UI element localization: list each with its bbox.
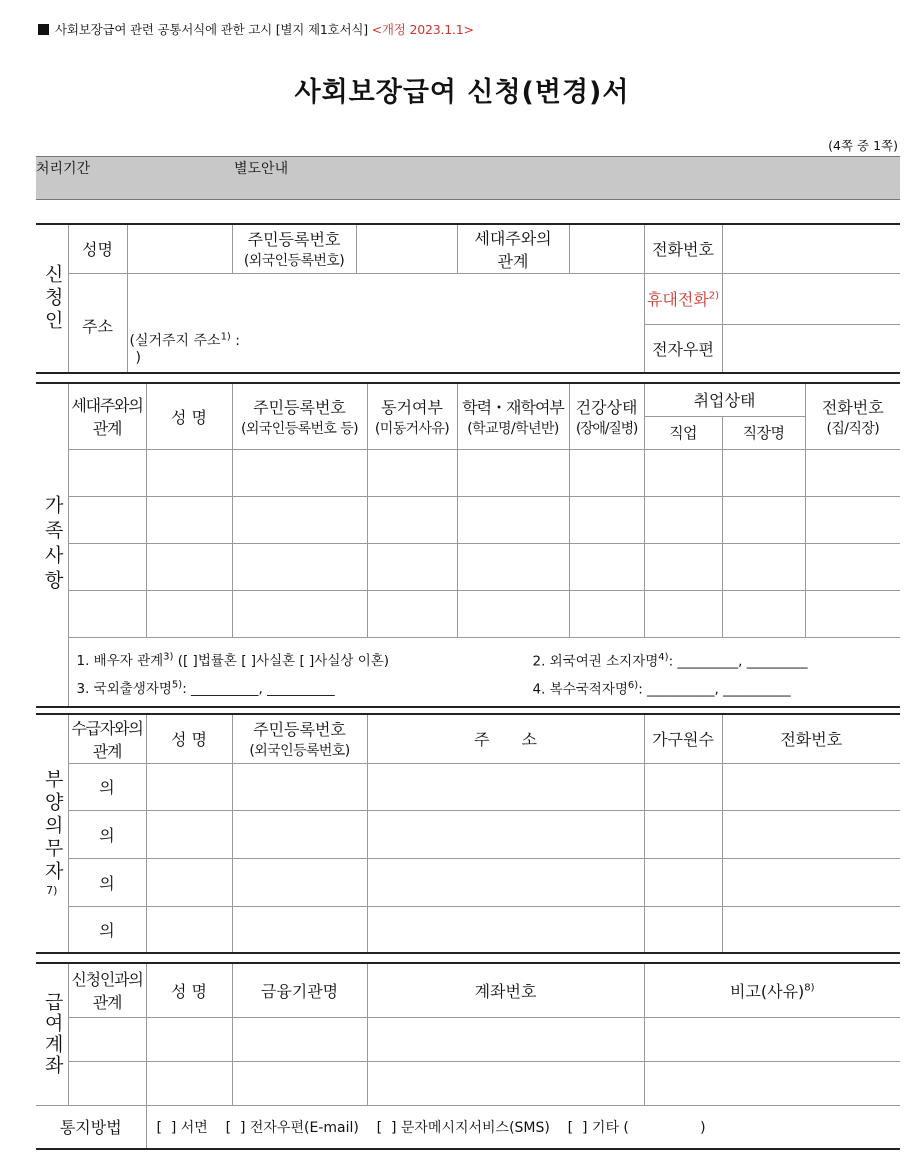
support-cell[interactable] xyxy=(232,763,367,810)
applicant-relation-field[interactable] xyxy=(569,224,644,273)
family-section-label: 가족사항 xyxy=(36,383,68,707)
applicant-address-field[interactable] xyxy=(127,273,644,373)
support-footnote: 7) xyxy=(46,884,58,898)
family-row xyxy=(36,543,900,590)
family-rrn-text: 주민등록번호 xyxy=(253,397,346,417)
family-cell[interactable] xyxy=(805,496,900,543)
processing-period-bar xyxy=(36,156,900,200)
family-cell[interactable] xyxy=(232,449,367,496)
applicant-table xyxy=(36,223,900,374)
support-cell[interactable] xyxy=(146,763,232,810)
family-cell[interactable] xyxy=(68,590,146,637)
support-cell[interactable] xyxy=(232,858,367,906)
support-name-header: 성 명 xyxy=(146,714,232,763)
support-section-label xyxy=(36,714,68,953)
family-cell[interactable] xyxy=(805,543,900,590)
phone-label: 전화번호 xyxy=(644,224,722,273)
relation-suffix[interactable]: 의 xyxy=(68,763,146,810)
support-cell[interactable] xyxy=(644,810,722,858)
family-cell[interactable] xyxy=(367,543,457,590)
support-cell[interactable] xyxy=(644,906,722,953)
remark-text: 비고(사유) xyxy=(729,981,805,1001)
family-row xyxy=(36,449,900,496)
remark-footnote: 8) xyxy=(804,982,815,994)
family-cell[interactable] xyxy=(569,590,644,637)
relation-suffix[interactable]: 의 xyxy=(68,906,146,953)
spouse-note xyxy=(77,653,390,669)
support-obligor-table xyxy=(36,713,900,954)
overseas-note xyxy=(77,681,335,697)
notes-line-2 xyxy=(77,672,901,700)
support-row xyxy=(36,858,900,906)
actual-address-label: (실거주지 주소 xyxy=(129,333,221,349)
name-label: 성명 xyxy=(68,224,127,273)
spouse-footnote: 3) xyxy=(163,651,174,663)
family-cell[interactable] xyxy=(569,449,644,496)
account-section-label: 급여계좌 xyxy=(36,963,68,1105)
processing-period-label: 처리기간 xyxy=(36,161,91,177)
account-cell[interactable] xyxy=(68,1061,146,1105)
spouse-label: 1. 배우자 관계 xyxy=(76,653,164,670)
revision-date: <개정 2023.1.1> xyxy=(371,22,474,37)
family-row xyxy=(36,590,900,637)
actual-address-note: 1) xyxy=(220,331,231,343)
account-row xyxy=(36,1061,900,1105)
cohabit-header xyxy=(367,383,457,449)
account-cell[interactable] xyxy=(146,1061,232,1105)
overseas-footnote: 5) xyxy=(171,679,183,691)
workplace-header: 직장명 xyxy=(722,416,805,449)
family-cell[interactable] xyxy=(644,590,722,637)
support-rrn-sub: (외국인등록번호) xyxy=(249,743,350,760)
support-cell[interactable] xyxy=(146,858,232,906)
notes-line-1 xyxy=(77,644,901,672)
support-row xyxy=(36,763,900,810)
rrn-label xyxy=(232,224,356,273)
applicant-rrn-field[interactable] xyxy=(356,224,457,273)
family-cell[interactable] xyxy=(146,449,232,496)
page-number: (4쪽 중 1쪽) xyxy=(828,138,898,153)
family-relation-header: 세대주와의 관계 xyxy=(68,383,146,449)
email-label: 전자우편 xyxy=(644,324,722,373)
family-cell[interactable] xyxy=(569,496,644,543)
actual-address-line xyxy=(130,330,644,350)
family-cell[interactable] xyxy=(805,449,900,496)
family-cell[interactable] xyxy=(68,449,146,496)
family-rrn-header xyxy=(232,383,367,449)
family-rrn-sub: (외국인등록번호 등) xyxy=(241,420,358,437)
overseas-label: 3. 국외출생자명 xyxy=(76,681,172,698)
address-label: 주소 xyxy=(68,273,127,373)
family-phone-header xyxy=(805,383,900,449)
account-cell[interactable] xyxy=(232,1017,367,1061)
family-table xyxy=(36,382,900,708)
education-header xyxy=(457,383,569,449)
passport-label: 2. 외국여권 소지자명 xyxy=(532,653,659,670)
family-cell[interactable] xyxy=(457,496,569,543)
family-cell[interactable] xyxy=(644,543,722,590)
family-cell[interactable] xyxy=(68,496,146,543)
notice-method-label: 통지방법 xyxy=(36,1105,146,1149)
legal-basis: 사회보장급여 관련 공통서식에 관한 고시 [별지 제1호서식] xyxy=(55,22,368,37)
family-cell[interactable] xyxy=(232,496,367,543)
support-address-header: 주 소 xyxy=(367,714,644,763)
support-cell[interactable] xyxy=(146,810,232,858)
family-cell[interactable] xyxy=(457,590,569,637)
family-cell[interactable] xyxy=(569,543,644,590)
household-members-header: 가구원수 xyxy=(644,714,722,763)
family-cell[interactable] xyxy=(644,449,722,496)
family-row xyxy=(36,496,900,543)
family-cell[interactable] xyxy=(722,449,805,496)
passport-note xyxy=(533,644,808,676)
support-cell[interactable] xyxy=(232,906,367,953)
account-cell[interactable] xyxy=(68,1017,146,1061)
processing-period-value: 별도안내 xyxy=(234,161,289,177)
applicant-mobile-field[interactable] xyxy=(722,273,900,324)
family-cell[interactable] xyxy=(367,590,457,637)
family-cell[interactable] xyxy=(146,496,232,543)
family-cell[interactable] xyxy=(232,543,367,590)
support-cell[interactable] xyxy=(367,858,644,906)
support-cell[interactable] xyxy=(367,906,644,953)
account-cell[interactable] xyxy=(367,1017,644,1061)
family-notes xyxy=(68,637,900,707)
spouse-options[interactable]: ([ ]법률혼 [ ]사실혼 [ ]사실상 이혼) xyxy=(173,653,390,670)
employment-header: 취업상태 xyxy=(644,383,805,416)
support-cell[interactable] xyxy=(722,763,900,810)
health-text: 건강상태 xyxy=(575,397,638,417)
family-cell[interactable] xyxy=(805,590,900,637)
rrn-sub-label: (외국인등록번호) xyxy=(243,253,345,270)
family-cell[interactable] xyxy=(146,590,232,637)
support-cell[interactable] xyxy=(722,858,900,906)
account-relation-header: 신청인과의 관계 xyxy=(68,963,146,1017)
support-cell[interactable] xyxy=(146,906,232,953)
cohabit-sub: (미동거사유) xyxy=(374,420,450,437)
notice-method-options[interactable]: [ ] 서면 [ ] 전자우편(E-mail) [ ] 문자메시지서비스(SMS) [ ] 기타 ( ) xyxy=(146,1105,900,1149)
account-cell[interactable] xyxy=(146,1017,232,1061)
support-row xyxy=(36,810,900,858)
relation-suffix[interactable]: 의 xyxy=(68,858,146,906)
applicant-section-label: 신청인 xyxy=(36,224,68,373)
family-phone-text: 전화번호 xyxy=(821,397,884,417)
family-name-header: 성 명 xyxy=(146,383,232,449)
applicant-phone-field[interactable] xyxy=(722,224,900,273)
family-cell[interactable] xyxy=(644,496,722,543)
bank-header: 금융기관명 xyxy=(232,963,367,1017)
dual-nationality-note xyxy=(533,672,791,704)
page-title: 사회보장급여 신청(변경)서 xyxy=(294,77,630,108)
actual-address-colon: : xyxy=(230,333,240,349)
account-cell[interactable] xyxy=(367,1061,644,1105)
account-number-header: 계좌번호 xyxy=(367,963,644,1017)
support-cell[interactable] xyxy=(232,810,367,858)
dual-label: 4. 복수국적자명 xyxy=(532,681,628,698)
mobile-label xyxy=(644,273,722,324)
passport-blank[interactable]: : _________, _________ xyxy=(668,653,808,670)
dual-footnote: 6) xyxy=(627,679,639,691)
job-header: 직업 xyxy=(644,416,722,449)
health-header xyxy=(569,383,644,449)
family-phone-sub: (집/직장) xyxy=(826,420,880,437)
support-cell[interactable] xyxy=(722,810,900,858)
support-section-text: 부양의무자 xyxy=(41,769,64,885)
education-text: 학력・재학여부 xyxy=(462,397,564,417)
support-relation-header: 수급자와의 관계 xyxy=(68,714,146,763)
support-phone-header: 전화번호 xyxy=(722,714,900,763)
account-cell[interactable] xyxy=(644,1017,900,1061)
education-sub: (학교명/학년반) xyxy=(467,420,559,437)
family-cell[interactable] xyxy=(68,543,146,590)
family-cell[interactable] xyxy=(457,543,569,590)
square-bullet-icon xyxy=(38,24,49,35)
support-cell[interactable] xyxy=(644,763,722,810)
cohabit-text: 동거여부 xyxy=(381,397,443,417)
family-cell[interactable] xyxy=(367,449,457,496)
family-cell[interactable] xyxy=(457,449,569,496)
overseas-blank[interactable]: : __________, __________ xyxy=(182,681,335,698)
actual-address-close: ) xyxy=(135,350,141,366)
account-table xyxy=(36,962,900,1150)
family-cell[interactable] xyxy=(722,543,805,590)
account-cell[interactable] xyxy=(232,1061,367,1105)
support-cell[interactable] xyxy=(367,810,644,858)
applicant-email-field[interactable] xyxy=(722,324,900,373)
account-cell[interactable] xyxy=(644,1061,900,1105)
rrn-label-text: 주민등록번호 xyxy=(247,230,341,250)
family-cell[interactable] xyxy=(367,496,457,543)
family-cell[interactable] xyxy=(722,590,805,637)
support-cell[interactable] xyxy=(722,906,900,953)
remark-header xyxy=(644,963,900,1017)
account-row xyxy=(36,1017,900,1061)
support-cell[interactable] xyxy=(644,858,722,906)
support-row xyxy=(36,906,900,953)
health-sub: (장애/질병) xyxy=(575,420,638,437)
relation-label: 세대주와의 관계 xyxy=(457,224,569,273)
passport-footnote: 4) xyxy=(658,651,669,663)
family-cell[interactable] xyxy=(146,543,232,590)
support-rrn-text: 주민등록번호 xyxy=(253,720,346,740)
applicant-name-field[interactable] xyxy=(127,224,232,273)
legal-basis-line xyxy=(38,20,474,38)
family-cell[interactable] xyxy=(722,496,805,543)
account-name-header: 성 명 xyxy=(146,963,232,1017)
mobile-label-text: 휴대전화 xyxy=(646,290,709,309)
support-rrn-header xyxy=(232,714,367,763)
dual-blank[interactable]: : __________, __________ xyxy=(638,681,791,698)
support-cell[interactable] xyxy=(367,763,644,810)
mobile-note: 2) xyxy=(708,290,720,302)
relation-suffix[interactable]: 의 xyxy=(68,810,146,858)
family-cell[interactable] xyxy=(232,590,367,637)
